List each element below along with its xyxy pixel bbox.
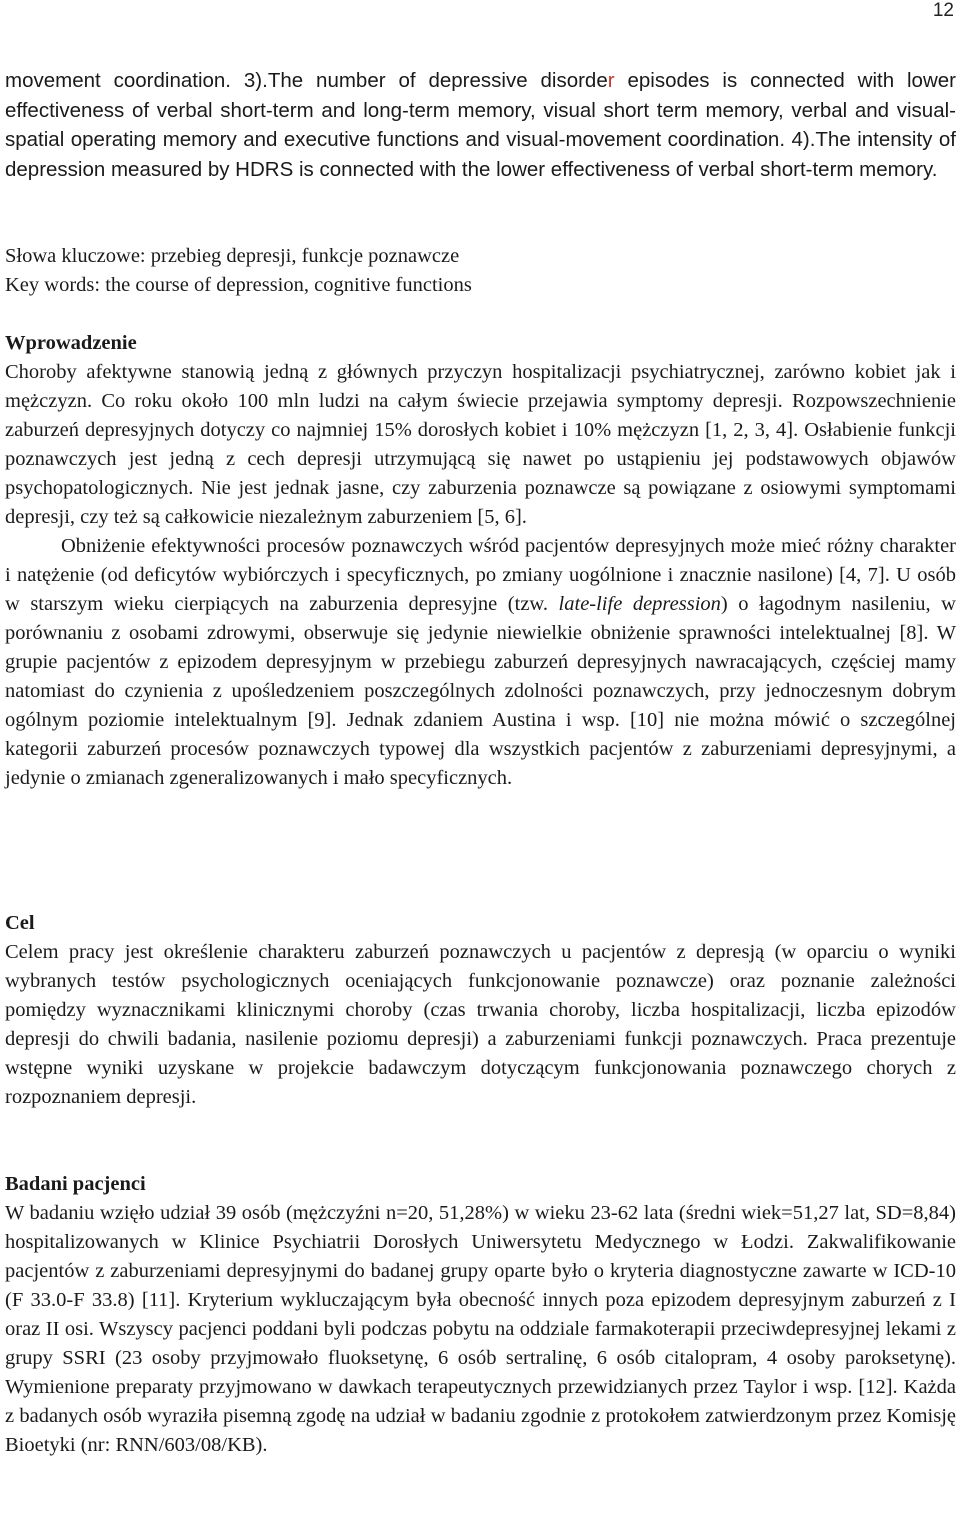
introduction-paragraph-1: Choroby afektywne stanowią jedną z głównych przyczyn hospitalizacji psychiatrycznej, zarówno kobiet jak i mężczyzn. Co roku około 100 mln ludzi na całym świecie przejawia symptomy depresji. Rozpowszechnienie zaburzeń depresyjnych dotyczy co najmniej 15% dorosłych kobiet i 10% mężczyzn [1, 2, 3, 4]. Osłabienie funkcji poznawczych jest jedną z cech depresji utrzymującą się nawet po ustąpieniu jej podstawowych objawów psychopatologicznych. Nie jest jednak jasne, czy zaburzenia poznawcze są powiązane z osiowymi symptomami depresji, czy też są całkowicie niezależnym zaburzeniem [5, 6]. [5,361,956,528]
introduction-section [5,329,956,793]
introduction-heading: Wprowadzenie [5,332,137,354]
abstract-paragraph [5,66,956,184]
abstract-text-part2: episodes is connected with lower effectiveness of verbal short-term and long-term memory, visual short term memory, verbal and visual-spatial operating memory and executive functions and visual-movement coordination. 4).The intensity of depression measured by HDRS is connected with the lower effectiveness of verbal short-term memory. [5,69,956,181]
keywords-block [5,242,956,300]
patients-heading: Badani pacjenci [5,1173,146,1195]
keywords-polish: Słowa kluczowe: przebieg depresji, funkcje poznawcze [5,245,460,267]
introduction-p2-text-a: Obniżenie efektywności procesów poznawczych wśród pacjentów depresyjnych może mieć różny charakter i natężenie (od deficytów wybiórczych i specyficznych, po zmiany uogólnione i znacznie nasilone) [4, 7]. U osób w starszym wieku cierpiących na zaburzenia depresyjne (tzw. [5,535,956,615]
aim-section [5,909,956,1112]
introduction-paragraph-2 [5,532,956,793]
patients-paragraph: W badaniu wzięło udział 39 osób (mężczyźni n=20, 51,28%) w wieku 23-62 lata (średni wiek=51,27 lat, SD=8,84) hospitalizowanych w Klinice Psychiatrii Dorosłych Uniwersytetu Medycznego w Łodzi. Zakwalifikowanie pacjentów z zaburzeniami depresyjnymi do badanej grupy oparte było o kryteria diagnostyczne zawarte w ICD-10 (F 33.0-F 33.8) [11]. Kryterium wykluczającym była obecność innych poza epizodem depresyjnym zaburzeń z I oraz II osi. Wszyscy pacjenci poddani byli podczas pobytu na oddziale farmakoterapii przeciwdepresyjnej lekami z grupy SSRI (23 osoby przyjmowało fluoksetynę, 6 osób sertralinę, 6 osób citalopram, 4 osoby paroksetynę). Wymienione preparaty przyjmowano w dawkach terapeutycznych przewidzianych przez Taylor i wsp. [12]. Każda z badanych osób wyraziła pisemną zgodę na udział w badaniu zgodnie z protokołem zatwierdzonym przez Komisję Bioetyki (nr: RNN/603/08/KB). [5,1202,956,1456]
abstract-red-char: r [607,69,615,92]
aim-paragraph: Celem pracy jest określenie charakteru zaburzeń poznawczych u pacjentów z depresją (w oparciu o wyniki wybranych testów psychologicznych oceniających funkcjonowanie poznawcze) oraz poznanie zależności pomiędzy wyznacznikami klinicznymi choroby (czas trwania choroby, liczba hospitalizacji, liczba epizodów depresji do chwili badania, nasilenie poziomu depresji) a zaburzeniami funkcji poznawczych. Praca prezentuje wstępne wyniki uzyskane w projekcie badawczym dotyczącym funkcjonowania poznawczego chorych z rozpoznaniem depresji. [5,941,956,1108]
patients-section [5,1170,956,1460]
aim-heading: Cel [5,912,35,934]
introduction-p2-italic: late-life depression [558,593,721,615]
introduction-p2-text-b: ) o łagodnym nasileniu, w porównaniu z osobami zdrowymi, obserwuje się jedynie niewielkie obniżenie sprawności intelektualnej [8]. W grupie pacjentów z epizodem depresyjnym w przebiegu zaburzeń depresyjnych nawracających, częściej mamy natomiast do czynienia z upośledzeniem poszczególnych zdolności poznawczych, przy jednoczesnym dobrym ogólnym poziomie intelektualnym [9]. Jednak zdaniem Austina i wsp. [10] nie można mówić o szczególnej kategorii zaburzeń procesów poznawczych typowej dla wszystkich pacjentów z zaburzeniami depresyjnymi, a jedynie o zmianach zgeneralizowanych i mało specyficznych. [5,593,956,789]
abstract-block [5,66,956,184]
abstract-text-part1: movement coordination. 3).The number of depressive disorde [5,69,608,92]
page-number: 12 [932,0,954,21]
keywords-english: Key words: the course of depression, cognitive functions [5,274,472,296]
